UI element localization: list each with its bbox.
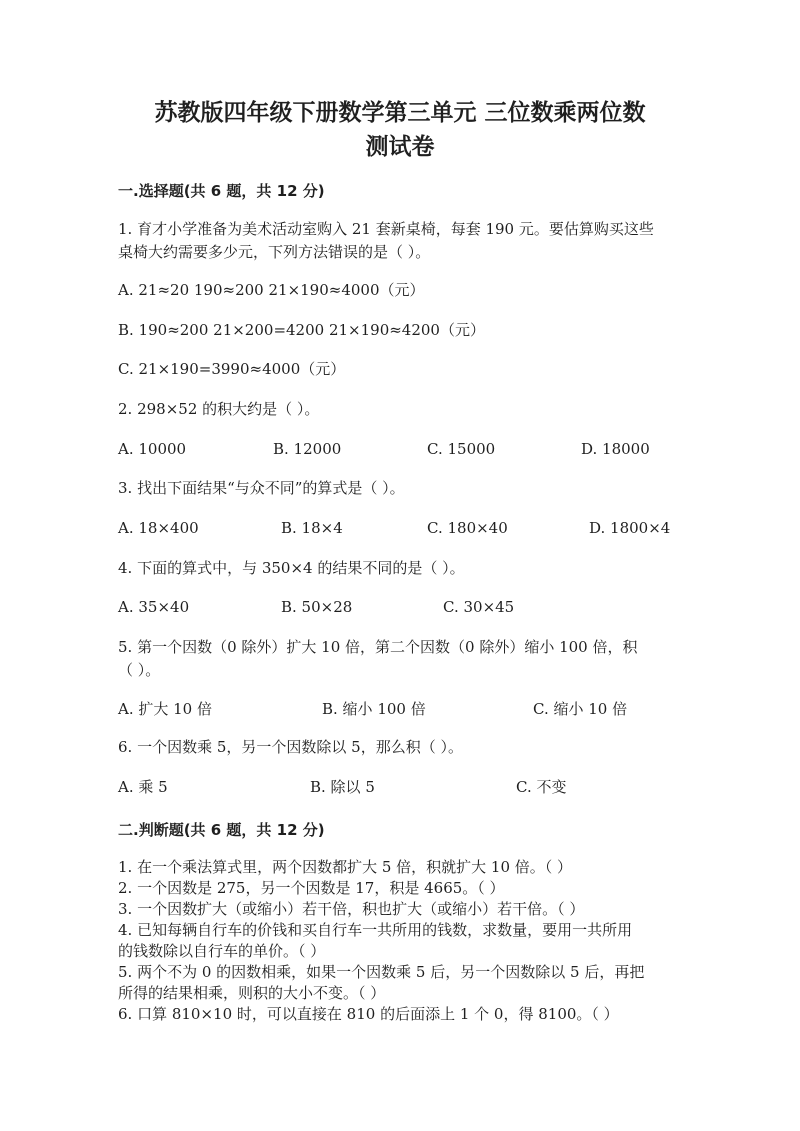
judge-item-3: 3. 一个因数扩大（或缩小）若干倍，积也扩大（或缩小）若干倍。（ ）: [118, 900, 585, 918]
question-4-option-c[interactable]: C. 30×45: [443, 598, 515, 616]
question-3-option-b[interactable]: B. 18×4: [281, 519, 343, 537]
judge-item-6: 6. 口算 810×10 时，可以直接在 810 的后面添上 1 个 0，得 8100。（ ）: [118, 1005, 619, 1023]
question-5-stem-line2: （ ）。: [118, 661, 161, 679]
judge-item-2: 2. 一个因数是 275，另一个因数是 17，积是 4665。（ ）: [118, 879, 505, 897]
question-1-option-b[interactable]: B. 190≈200 21×200=4200 21×190≈4200（元）: [118, 321, 485, 339]
question-2-option-b[interactable]: B. 12000: [273, 440, 342, 458]
judge-item-5-cont: 所得的结果相乘，则积的大小不变。（ ）: [118, 984, 386, 1002]
question-5-option-b[interactable]: B. 缩小 100 倍: [322, 700, 426, 718]
question-6-option-c[interactable]: C. 不变: [516, 778, 567, 796]
question-5-option-c[interactable]: C. 缩小 10 倍: [533, 700, 628, 718]
section-heading-choice: 一.选择题(共 6 题，共 12 分): [118, 182, 325, 200]
question-6-option-a[interactable]: A. 乘 5: [118, 778, 168, 796]
question-4-option-b[interactable]: B. 50×28: [281, 598, 353, 616]
question-4-stem: 4. 下面的算式中，与 350×4 的结果不同的是（ ）。: [118, 559, 465, 577]
judge-item-1: 1. 在一个乘法算式里，两个因数都扩大 5 倍，积就扩大 10 倍。（ ）: [118, 858, 573, 876]
question-6-option-b[interactable]: B. 除以 5: [310, 778, 375, 796]
question-1-option-c[interactable]: C. 21×190=3990≈4000（元）: [118, 360, 346, 378]
question-3-option-c[interactable]: C. 180×40: [427, 519, 508, 537]
question-4-option-a[interactable]: A. 35×40: [118, 598, 190, 616]
question-6-stem: 6. 一个因数乘 5，另一个因数除以 5，那么积（ ）。: [118, 738, 463, 756]
page-title: 苏教版四年级下册数学第三单元 三位数乘两位数: [154, 99, 646, 126]
question-2-stem: 2. 298×52 的积大约是（ ）。: [118, 400, 320, 418]
question-5-option-a[interactable]: A. 扩大 10 倍: [118, 700, 212, 718]
question-3-option-a[interactable]: A. 18×400: [118, 519, 199, 537]
judge-item-4-cont: 的钱数除以自行车的单价。（ ）: [118, 942, 326, 960]
question-1-option-a[interactable]: A. 21≈20 190≈200 21×190≈4000（元）: [118, 281, 425, 299]
question-5-stem: 5. 第一个因数（0 除外）扩大 10 倍，第二个因数（0 除外）缩小 100 倍，积: [118, 638, 638, 656]
question-1-stem-line2: 桌椅大约需要多少元，下列方法错误的是（ ）。: [118, 243, 431, 261]
question-2-option-d[interactable]: D. 18000: [581, 440, 650, 458]
judge-item-4: 4. 已知每辆自行车的价钱和买自行车一共所用的钱数，求数量，要用一共所用: [118, 921, 633, 939]
question-1-stem: 1. 育才小学准备为美术活动室购入 21 套新桌椅，每套 190 元。要估算购买这些: [118, 220, 654, 238]
page-title-line2: 测试卷: [365, 133, 435, 160]
question-3-option-d[interactable]: D. 1800×4: [589, 519, 671, 537]
question-2-option-c[interactable]: C. 15000: [427, 440, 496, 458]
question-2-option-a[interactable]: A. 10000: [118, 440, 187, 458]
section-heading-judge: 二.判断题(共 6 题，共 12 分): [118, 821, 325, 839]
question-3-stem: 3. 找出下面结果“与众不同”的算式是（ ）。: [118, 479, 405, 497]
judge-item-5: 5. 两个不为 0 的因数相乘，如果一个因数乘 5 后，另一个因数除以 5 后，再把: [118, 963, 645, 981]
